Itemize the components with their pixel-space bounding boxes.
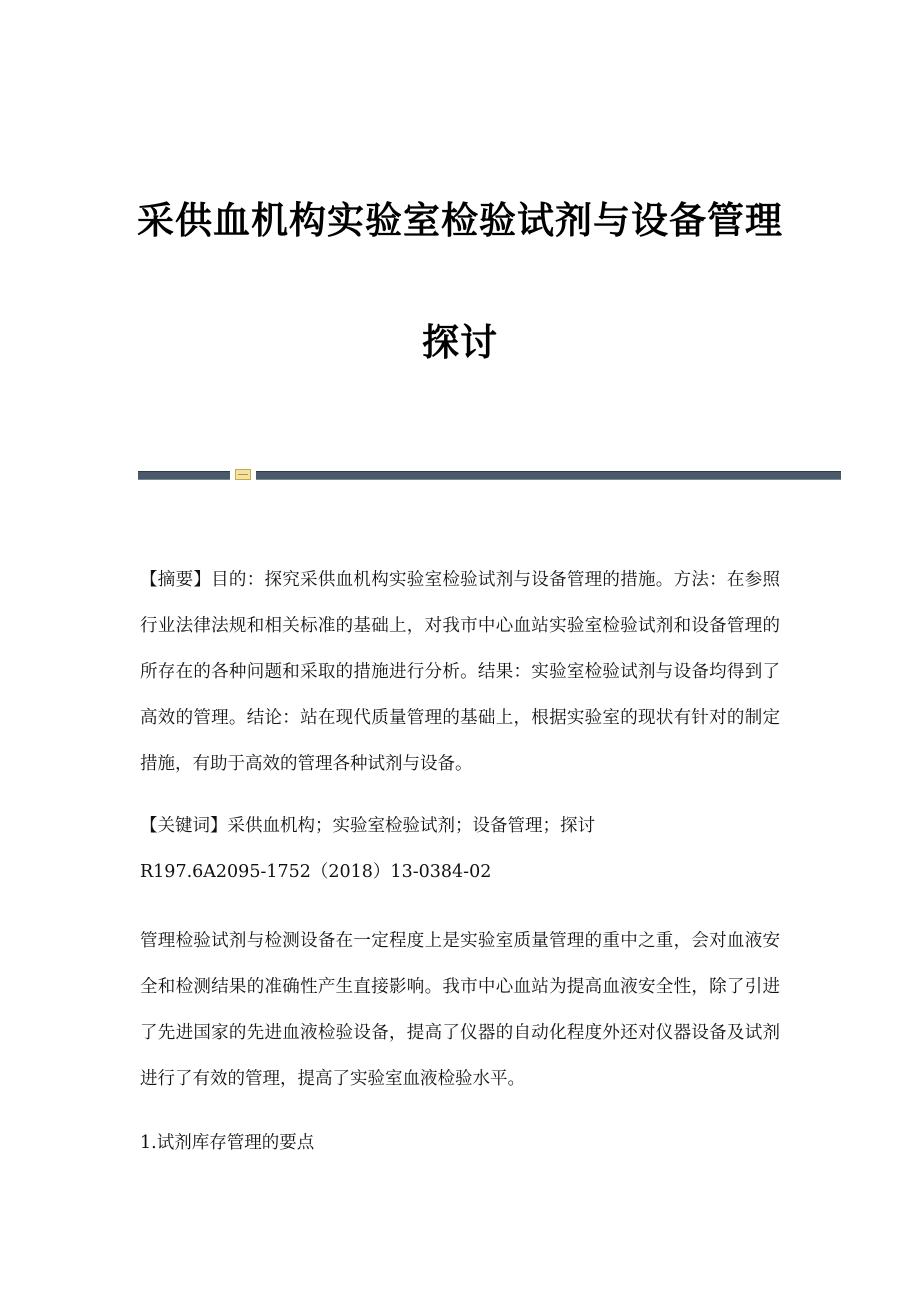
classification-code: R197.6A2095-1752（2018）13-0384-02 [140, 862, 492, 882]
intro-paragraph: 管理检验试剂与检测设备在一定程度上是实验室质量管理的重中之重，会对血液安全和检测结果的准确性产生直接影响。我市中心血站为提高血液安全性，除了引进了先进国家的先进血液检验设备，提高了仪器的自动化程度外还对仪器设备及试剂进行了有效的管理，提高了实验室血液检验水平。 [140, 931, 780, 1089]
document-title-line-2: 探讨 [422, 321, 498, 364]
keywords-paragraph: 【关键词】采供血机构；实验室检验试剂；设备管理；探讨 [140, 816, 595, 836]
divider-bar-left [138, 471, 230, 480]
abstract-paragraph: 【摘要】目的：探究采供血机构实验室检验试剂与设备管理的措施。方法：在参照行业法律法规和相关标准的基础上，对我市中心血站实验室检验试剂和设备管理的所存在的各种问题和采取的措施进行分析。结果：实验室检验试剂与设备均得到了高效的管理。结论：站在现代质量管理的基础上，根据实验室的现状有针对的制定措施，有助于高效的管理各种试剂与设备。 [140, 570, 780, 774]
document-title-line-1: 采供血机构实验室检验试剂与设备管理 [137, 199, 783, 242]
decorative-divider [138, 469, 841, 481]
divider-ornament-icon [235, 469, 251, 480]
section-heading: 1.试剂库存管理的要点 [140, 1133, 315, 1153]
divider-bar-right [256, 471, 841, 480]
